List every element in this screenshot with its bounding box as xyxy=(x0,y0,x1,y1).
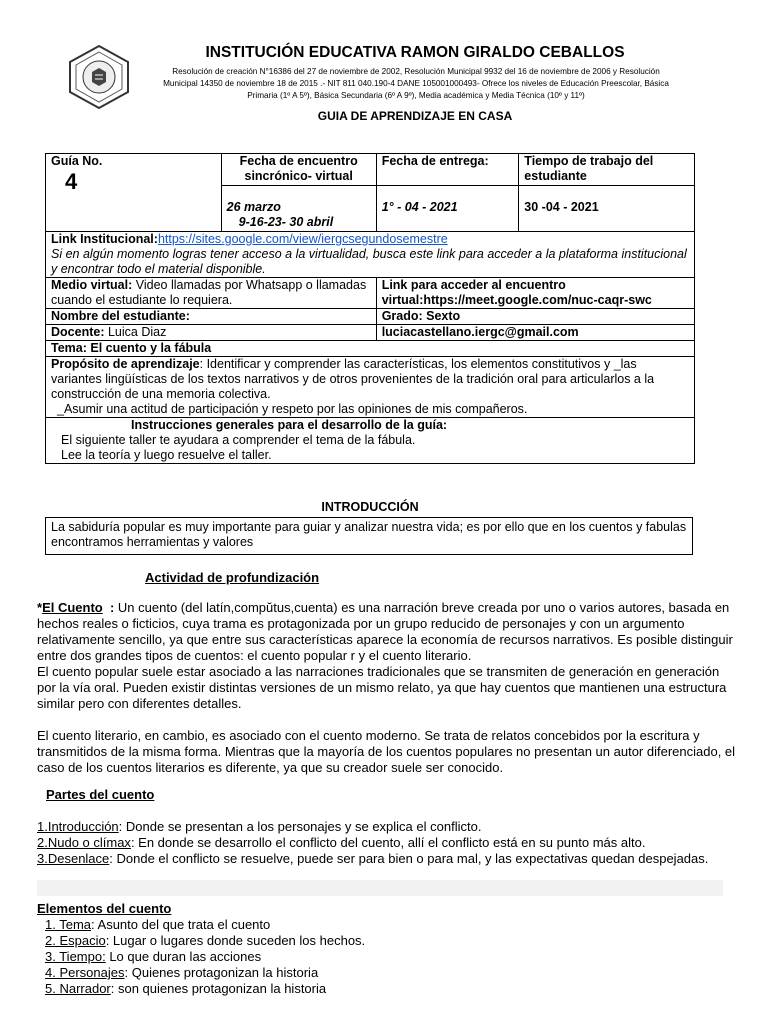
guide-title: GUIA DE APRENDIZAJE EN CASA xyxy=(317,109,513,123)
cuento-section xyxy=(37,600,737,776)
cuento-p3: El cuento literario, en cambio, es asociado con el cuento moderno. Se trata de relatos concebidos por la escritura y transmitidos de la misma forma. Mientras que la mayoría de los cuentos populares no presentan un autor diferenciado, el caso de los cuentos literarios es diferente, ya que su creador suele ser conocido. xyxy=(37,728,736,775)
actividad-title: Actividad de profundización xyxy=(145,570,320,585)
link-note: Si en algún momento logras tener acceso a la virtualidad, busca este link para acceder a la plataforma institucional y encontrar todo el material disponible. xyxy=(51,247,687,276)
resolution-text: Resolución de creación N°16386 del 27 de noviembre de 2002, Resolución Municipal 9932 del 16 de noviembre de 2006 y Resolución Municipal 14350 de noviembre 18 de 2015 .- NIT 811 040.190-4 DANE 105001000493- Ofrece los niveles de Educación Preescolar, Básica Primaria (1º A 5º), Básica Secundaria (6º A 9º), Media académica y Media Técnica (10º y 11º) xyxy=(163,67,669,100)
list-item: 4. Personajes: Quienes protagonizan la historia xyxy=(45,965,319,980)
cuento-p1: *El Cuento : Un cuento (del latín,compŭtus,cuenta) es una narración breve creada por uno o varios autores, basada en hechos reales o ficticios, cuya trama es protagonizada por un grupo reducido de personajes y con un argumento relativamente sencillo, ya que entre sus características aparece la economía de recursos narrativos. Es posible distinguir entre dos grandes tipos de cuentos: el cuento popular r y el cuento literario. xyxy=(37,600,733,663)
fecha-encuentro-label: Fecha de encuentro sincrónico- virtual xyxy=(221,154,376,186)
list-item: 3.Desenlace: Donde el conflicto se resuelve, puede ser para bien o para mal, y las expectativas quedan despejadas. xyxy=(37,851,709,866)
guia-number: 4 xyxy=(65,169,78,194)
docente-email[interactable]: luciacastellano.iergc@gmail.com xyxy=(376,325,694,341)
cuento-p2: El cuento popular suele estar asociado a las narraciones tradicionales que se transmiten de generación en generación por la vía oral. Pueden existir distintas versiones de un mismo relato, ya que hay cuentos que mantienen una estructura similar pero con diferentes detalles. xyxy=(37,664,727,711)
list-item: 5. Narrador: son quienes protagonizan la historia xyxy=(45,981,327,996)
fecha-entrega-value: 1° - 04 - 2021 xyxy=(376,186,519,232)
institution-name: INSTITUCIÓN EDUCATIVA RAMON GIRALDO CEBALLOS xyxy=(205,44,625,61)
grado: Grado: Sexto xyxy=(376,309,694,325)
encuentro-link[interactable]: Link para acceder al encuentro virtual:https://meet.google.com/nuc-caqr-swc xyxy=(376,278,694,309)
gray-band xyxy=(37,880,723,896)
instrucciones-cell: Instrucciones generales para el desarrollo de la guía: El siguiente taller te ayudara a comprender el tema de la fábula. Lee la teoría y luego resuelve el taller. xyxy=(46,418,695,464)
list-item: 1.Introducción: Donde se presentan a los personajes y se explica el conflicto. xyxy=(37,819,482,834)
medio-virtual-cell: Medio virtual: Video llamadas por Whatsapp o llamadas cuando el estudiante lo requiera. xyxy=(46,278,377,309)
docente-cell: Docente: Luica Diaz xyxy=(46,325,377,341)
proposito-cell: Propósito de aprendizaje: Identificar y comprender las características, los elementos constitutivos y _las variantes lingüísticas de los textos narrativos y de otros provenientes de la tradición oral para articularlos a la construcción de una memoria colectiva. _Asumir una actitud de participación y respeto por las opiniones de mis compañeros. xyxy=(46,357,695,418)
nombre-estudiante-label: Nombre del estudiante: xyxy=(46,309,377,325)
partes-list xyxy=(37,819,737,867)
list-item: 3. Tiempo: Lo que duran las acciones xyxy=(45,949,262,964)
list-item: 2.Nudo o clímax: En donde se desarrollo el conflicto del cuento, allí el conflicto está en su punto más alto. xyxy=(37,835,646,850)
school-crest-logo xyxy=(66,44,132,110)
list-item: 1. Tema: Asunto del que trata el cuento xyxy=(45,917,271,932)
institutional-link[interactable]: https://sites.google.com/view/iergcsegundosemestre xyxy=(157,232,448,246)
elementos-list xyxy=(45,917,745,997)
tiempo-value: 30 -04 - 2021 xyxy=(519,186,695,232)
fecha-entrega-label: Fecha de entrega: xyxy=(376,154,519,186)
list-item: 2. Espacio: Lugar o lugares donde suceden los hechos. xyxy=(45,933,366,948)
guia-number-cell: Guía No. 4 xyxy=(46,154,222,232)
link-institucional-cell: Link Institucional:https://sites.google.com/view/iergcsegundosemestre Si en algún momento logras tener acceso a la virtualidad, busca este link para acceder a la plataforma institucional y encontrar todo el material disponible. xyxy=(46,232,695,278)
intro-title: INTRODUCCIÓN xyxy=(321,500,419,514)
fecha-encuentro-value: 26 marzo 9-16-23- 30 abril xyxy=(221,186,376,232)
tema: Tema: El cuento y la fábula xyxy=(46,341,695,357)
tiempo-label: Tiempo de trabajo del estudiante xyxy=(519,154,695,186)
partes-title: Partes del cuento xyxy=(46,787,155,802)
guide-info-table xyxy=(45,153,695,464)
elementos-title: Elementos del cuento xyxy=(37,901,172,916)
intro-text: La sabiduría popular es muy importante para guiar y analizar nuestra vida; es por ello que en los cuentos y fabulas encontramos herramientas y valores xyxy=(45,517,693,555)
